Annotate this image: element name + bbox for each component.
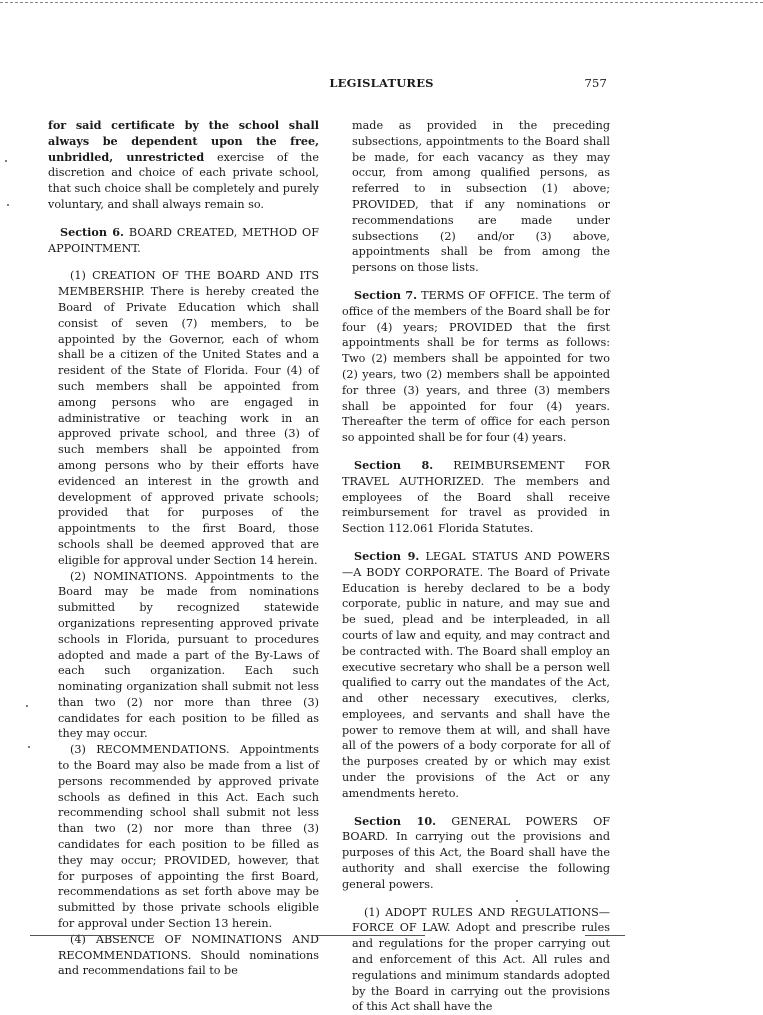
subsection-adopt-rules: (1) ADOPT RULES AND REGULATIONS—FORCE OF LAW. Adopt and prescribe rules and regulations for the proper carrying out and enforcement of this Act. All rules and regulations and minimum standards adopted by the Board in carrying out the provisions of this Act shall have the: [352, 905, 610, 1014]
scan-speck: [5, 160, 7, 162]
section-title: BOARD CREATED, METHOD OF APPOINTMENT.: [48, 225, 319, 255]
subsection-recommendations: (3) RECOMMENDATIONS. Appointments to the Board may also be made from a list of persons recommended by approved private schools as defined in this Act. Each such recommending school shall submit not less than two (2) nor more than three (3) candidates for each position to be filled as they may occur; PROVIDED, however, that for purposes of appointing the first Board, recommendations as set forth above may be submitted by those private schools eligible for approval under Section 13 herein.: [58, 743, 319, 931]
subsection-nominations: (2) NOMINATIONS. Appointments to the Board may be made from nominations submitted by recognized statewide organizations representing approved private schools in Florida, pursuant to procedures adopted and made a part of the By-Laws of each such organization. Each such nominating organization shall submit not less than two (2) nor more than three (3) candidates for each position to be filled as they may occur.: [58, 569, 319, 741]
right-column: [342, 118, 610, 1015]
section-text: GENERAL POWERS OF BOARD. In carrying out the provisions and purposes of this Act, the Board shall have the authority and shall exercise the following general powers.: [342, 814, 610, 891]
section-label: Section 8.: [354, 457, 434, 472]
section-text: REIMBURSEMENT FOR TRAVEL AUTHORIZED. The members and employees of the Board shall receive reimbursement for travel as provided in Section 112.061 Florida Statutes.: [342, 458, 610, 536]
scan-speck: [516, 900, 518, 902]
paragraph-continuation: [48, 118, 319, 213]
subsection-absence: (4) ABSENCE OF NOMINATIONS AND RECOMMENDATIONS. Should nominations and recommendations fail to be: [58, 932, 319, 978]
scan-speck: [7, 204, 9, 206]
section-7: [342, 288, 610, 446]
paragraph-continuation-right: made as provided in the preceding subsections, appointments to the Board shall be made, for each vacancy as they may occur, from among qualified persons, as referred to in subsection (1) above; PROVIDED, that if any nominations or recommendations are made under subsections (2) and/or (3) above, appointments shall be from among the persons on those lists.: [352, 119, 610, 275]
continuation-text: exercise of the discretion and choice of each private school, that such choice shall be completely and purely voluntary, and shall always remain so.: [48, 150, 319, 211]
running-title: LEGISLATURES: [329, 76, 434, 90]
scan-speck: [26, 705, 28, 707]
section-10: [342, 814, 610, 893]
bottom-edge-line: [585, 935, 625, 936]
bold-lead-text: for said certificate by the school shall always be dependent upon the free, unbridled, unrestricted: [48, 118, 319, 164]
section-9: [342, 549, 610, 802]
section-8: [342, 458, 610, 537]
top-dashed-rule: [0, 2, 763, 3]
section-label: Section 10.: [354, 813, 437, 828]
section-text: TERMS OF OFFICE. The term of office of the members of the Board shall be for four (4) years; PROVIDED that the first appointments shall be for terms as follows: Two (2) members shall be appointed for two (2) years, two (2) members shall be appointed for three (3) years, and three (3) members shall be appointed for four (4) years. Thereafter the term of office for each person so appointed shall be for four (4) years.: [342, 288, 610, 445]
scan-speck: [28, 746, 30, 748]
left-column: [48, 118, 319, 979]
section-label: Section 7.: [354, 287, 418, 302]
section-6-heading: [48, 225, 319, 257]
section-label: Section 6.: [60, 224, 124, 239]
subsection-creation: (1) CREATION OF THE BOARD AND ITS MEMBERSHIP. There is hereby created the Board of Private Education which shall consist of seven (7) members, to be appointed by the Governor, each of whom shall be a citizen of the United States and a resident of the State of Florida. Four (4) of such members shall be appointed from among persons who are engaged in administrative or teaching work in an approved private school, and three (3) of such members shall be appointed from among persons who by their efforts have evidenced an interest in the growth and development of approved private schools; provided that for purposes of the appointments to the first Board, those schools shall be deemed approved that are eligible for approval under Section 14 herein.: [58, 269, 319, 567]
page-header: [0, 76, 763, 92]
section-label: Section 9.: [354, 548, 420, 563]
section-text: LEGAL STATUS AND POWERS —A BODY CORPORATE. The Board of Private Education is hereby declared to be a body corporate, public in nature, and may sue and be sued, plead and be interpleaded, in all courts of law and equity, and may contract and be contracted with. The Board shall employ an executive secretary who shall be a person well qualified to carry out the mandates of the Act, and other necessary executives, clerks, employees, and servants and shall have the power to remove them at will, and shall have all of the powers of a body corporate for all of the purposes created by or which may exist under the provisions of the Act or any amendments hereto.: [342, 549, 610, 800]
bottom-edge-line: [315, 935, 425, 936]
page-number: 757: [584, 76, 607, 90]
bottom-edge-line: [30, 935, 150, 936]
